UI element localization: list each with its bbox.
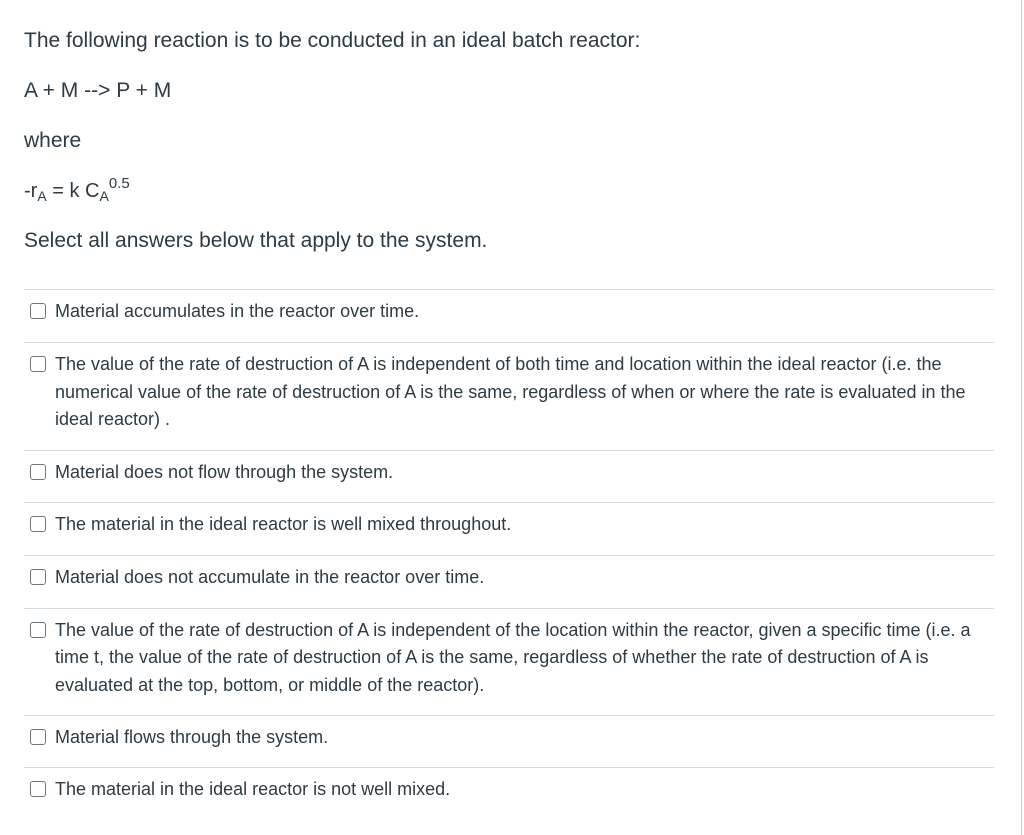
answer-label[interactable]: Material does not flow through the system.	[55, 461, 394, 482]
answer-option[interactable]	[24, 342, 994, 450]
answer-option[interactable]	[24, 767, 994, 819]
answer-option[interactable]	[24, 608, 994, 716]
question-intro: The following reaction is to be conducted in an ideal batch reactor:	[24, 29, 641, 52]
answer-option[interactable]	[24, 450, 994, 502]
rate-law-rhs-subscript: A	[99, 188, 109, 204]
rate-law	[24, 175, 994, 204]
question-instruction: Select all answers below that apply to the system.	[24, 229, 488, 252]
answer-option[interactable]	[24, 289, 994, 342]
answer-option[interactable]	[24, 715, 994, 767]
reaction-equation: A + M --> P + M	[24, 79, 172, 102]
where-label: where	[24, 129, 82, 152]
rate-law-exponent: 0.5	[108, 175, 130, 192]
checkbox[interactable]	[30, 303, 46, 319]
checkbox[interactable]	[30, 569, 46, 585]
checkbox[interactable]	[30, 781, 46, 797]
answer-label[interactable]: The material in the ideal reactor is not well mixed.	[55, 779, 451, 799]
answer-label[interactable]: Material flows through the system.	[55, 727, 329, 747]
answer-list	[24, 289, 994, 819]
answer-label[interactable]: The material in the ideal reactor is well mixed throughout.	[55, 513, 512, 534]
answer-option[interactable]	[24, 555, 994, 608]
checkbox[interactable]	[30, 622, 46, 638]
rate-law-lhs: -r	[24, 180, 38, 202]
answer-label[interactable]: Material accumulates in the reactor over time.	[55, 301, 420, 321]
checkbox[interactable]	[30, 356, 46, 372]
checkbox[interactable]	[30, 464, 46, 480]
checkbox[interactable]	[30, 729, 46, 745]
rate-law-lhs-subscript: A	[37, 188, 47, 204]
checkbox[interactable]	[30, 516, 46, 532]
answer-label[interactable]: The value of the rate of destruction of A is independent of the location within the reactor, given a specific time (i.e. a time t, the value of the rate of destruction of A is the same, regardless of whether the rate of destruction of A is evaluated at the top, bottom, or middle of the reactor).	[55, 619, 971, 695]
rate-law-equals: = k C	[46, 180, 100, 202]
question-body	[24, 28, 994, 254]
answer-label[interactable]: The value of the rate of destruction of A is independent of both time and location within the ideal reactor (i.e. the numerical value of the rate of destruction of A is the same, regardless of when or where the rate is evaluated in the ideal reactor) .	[55, 354, 966, 429]
answer-option[interactable]	[24, 502, 994, 555]
panel-right-border	[1021, 0, 1022, 835]
answer-label[interactable]: Material does not accumulate in the reactor over time.	[55, 566, 485, 587]
